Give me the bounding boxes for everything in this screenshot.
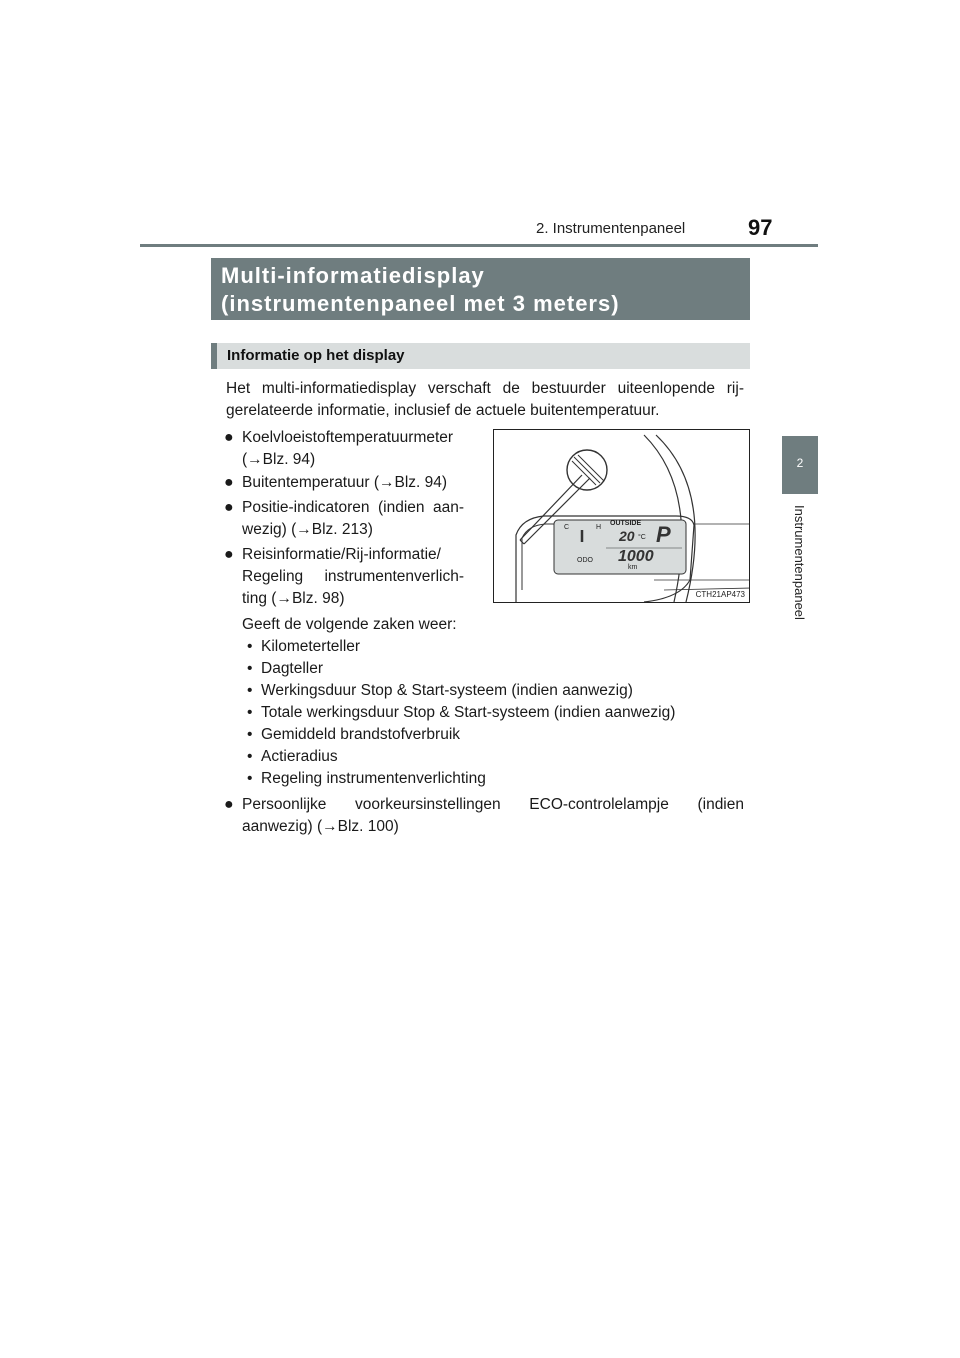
display-intro: Geeft de volgende zaken weer: — [242, 616, 457, 633]
sub-bullet: • — [247, 770, 253, 787]
sub-bullet: • — [247, 726, 253, 743]
last-bullet-line-2: aanwezig) (→Blz. 100) — [242, 818, 399, 835]
instrument-cluster-figure — [493, 429, 750, 603]
bullet-1-line-1: Koelvloeistoftemperatuurmeter — [242, 429, 454, 446]
bullet-dot: ● — [224, 796, 234, 813]
sub-item-4: Totale werkingsduur Stop & Start-systeem (indien aanwezig) — [261, 704, 676, 721]
bullet-3-line-2: wezig) (→Blz. 213) — [242, 521, 373, 538]
bullet-dot: ● — [224, 429, 234, 446]
bullet-4-line-1: Reisinformatie/Rij-informatie/ — [242, 546, 441, 563]
bullet-4-line-3: ting (→Blz. 98) — [242, 590, 345, 607]
bullet-2-line-1: Buitentemperatuur (→Blz. 94) — [242, 474, 448, 491]
lcd-temp-unit: °C — [638, 534, 646, 541]
section-title-line-1: Multi-informatiedisplay — [221, 263, 485, 288]
sub-bullet: • — [247, 638, 253, 655]
section-title-box — [211, 258, 750, 320]
lcd-hot-label: H — [596, 524, 602, 531]
bullet-3-line-1: Positie-indicatoren (indien aan- — [242, 499, 464, 516]
sub-bullet: • — [247, 748, 253, 765]
last-bullet-line-1: Persoonlijke voorkeursinstellingen ECO-controlelampje (indien — [242, 796, 744, 813]
intro-line-2: gerelateerde informatie, inclusief de actuele buitentemperatuur. — [226, 402, 660, 419]
page-number: 97 — [748, 215, 773, 240]
bullet-4-line-2: Regeling instrumentenverlich- — [242, 568, 464, 585]
chapter-tab — [782, 436, 818, 494]
sub-bullet: • — [247, 704, 253, 721]
lcd-cold-label: C — [564, 524, 570, 531]
section-title-line-2: (instrumentenpaneel met 3 meters) — [221, 291, 620, 316]
running-header-section: 2. Instrumentenpaneel — [536, 220, 686, 237]
bullet-dot: ● — [224, 546, 234, 563]
header-rule — [140, 244, 818, 247]
lcd-odo-value: 1000 — [618, 548, 654, 565]
lcd-gear-indicator: P — [656, 522, 671, 547]
sub-item-6: Actieradius — [261, 748, 338, 765]
lcd-outside-temp: 20 — [619, 528, 635, 544]
sub-item-1: Kilometerteller — [261, 638, 361, 655]
instrument-cluster-illustration — [494, 430, 750, 603]
lcd-outside-label: OUTSIDE — [610, 520, 642, 527]
figure-code: CTH21AP473 — [695, 590, 745, 599]
lcd-odo-label: ODO — [577, 557, 593, 564]
chapter-tab-number: 2 — [796, 456, 804, 470]
sub-item-3: Werkingsduur Stop & Start-systeem (indien aanwezig) — [261, 682, 633, 699]
sub-bullet: • — [247, 682, 253, 699]
sub-item-7: Regeling instrumentenverlichting — [261, 770, 486, 787]
sub-item-2: Dagteller — [261, 660, 324, 677]
sub-bullet: • — [247, 660, 253, 677]
bullet-dot: ● — [224, 499, 234, 516]
sub-item-5: Gemiddeld brandstofverbruik — [261, 726, 461, 743]
subheading: Informatie op het display — [211, 343, 750, 369]
bullet-dot: ● — [224, 474, 234, 491]
bullet-1-line-2: (→Blz. 94) — [242, 451, 316, 468]
intro-line-1: Het multi-informatiedisplay verschaft de bestuurder uiteenlopende rij- — [226, 380, 744, 397]
chapter-tab-label: Instrumentenpaneel — [792, 505, 807, 620]
lcd-km-unit: km — [628, 564, 638, 571]
